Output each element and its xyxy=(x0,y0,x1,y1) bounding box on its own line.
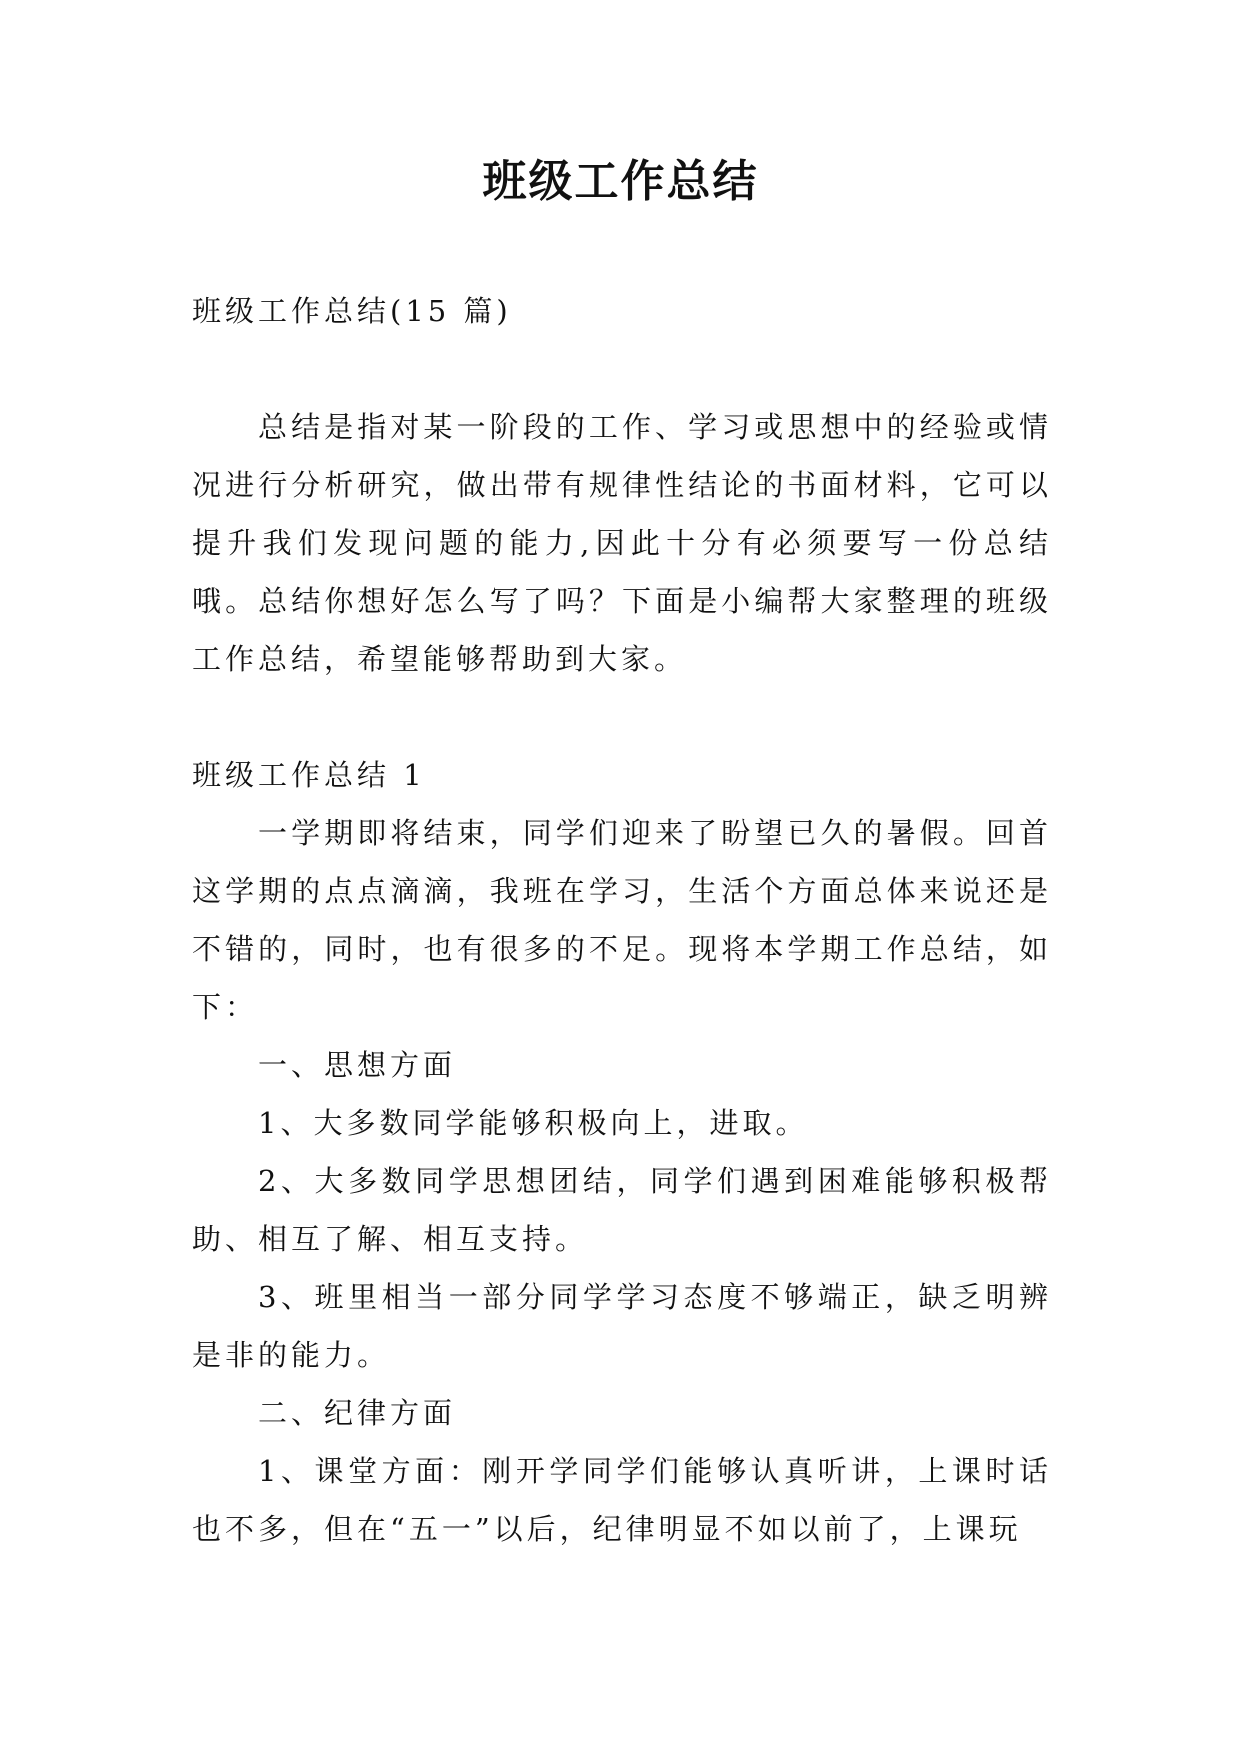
document-subtitle: 班级工作总结(15 篇) xyxy=(192,294,512,328)
document-title: 班级工作总结 xyxy=(482,156,759,207)
spacer xyxy=(192,340,1052,398)
spacer xyxy=(192,688,1052,746)
subsection-heading: 二、纪律方面 xyxy=(258,1396,457,1430)
list-item: 2、大多数同学思想团结，同学们遇到困难能够积极帮助、相互了解、相互支持。 xyxy=(192,1164,1052,1256)
body-paragraph: 一学期即将结束，同学们迎来了盼望已久的暑假。回首这学期的点点滴滴，我班在学习，生活个方面总体来说还是不错的，同时，也有很多的不足。现将本学期工作总结，如下： xyxy=(192,816,1052,1024)
document-body xyxy=(192,282,1052,1558)
list-item: 3、班里相当一部分同学学习态度不够端正，缺乏明辨是非的能力。 xyxy=(192,1280,1052,1372)
subsection-heading: 一、思想方面 xyxy=(258,1048,457,1082)
list-item: 1、课堂方面：刚开学同学们能够认真听讲，上课时话也不多，但在“五一”以后，纪律明显不如以前了，上课玩 xyxy=(192,1454,1052,1546)
intro-paragraph: 总结是指对某一阶段的工作、学习或思想中的经验或情况进行分析研究，做出带有规律性结论的书面材料，它可以提升我们发现问题的能力,因此十分有必须要写一份总结哦。总结你想好怎么写了吗？下面是小编帮大家整理的班级工作总结，希望能够帮助到大家。 xyxy=(192,410,1052,676)
section-heading: 班级工作总结 1 xyxy=(192,758,426,792)
list-item: 1、大多数同学能够积极向上，进取。 xyxy=(258,1106,809,1140)
